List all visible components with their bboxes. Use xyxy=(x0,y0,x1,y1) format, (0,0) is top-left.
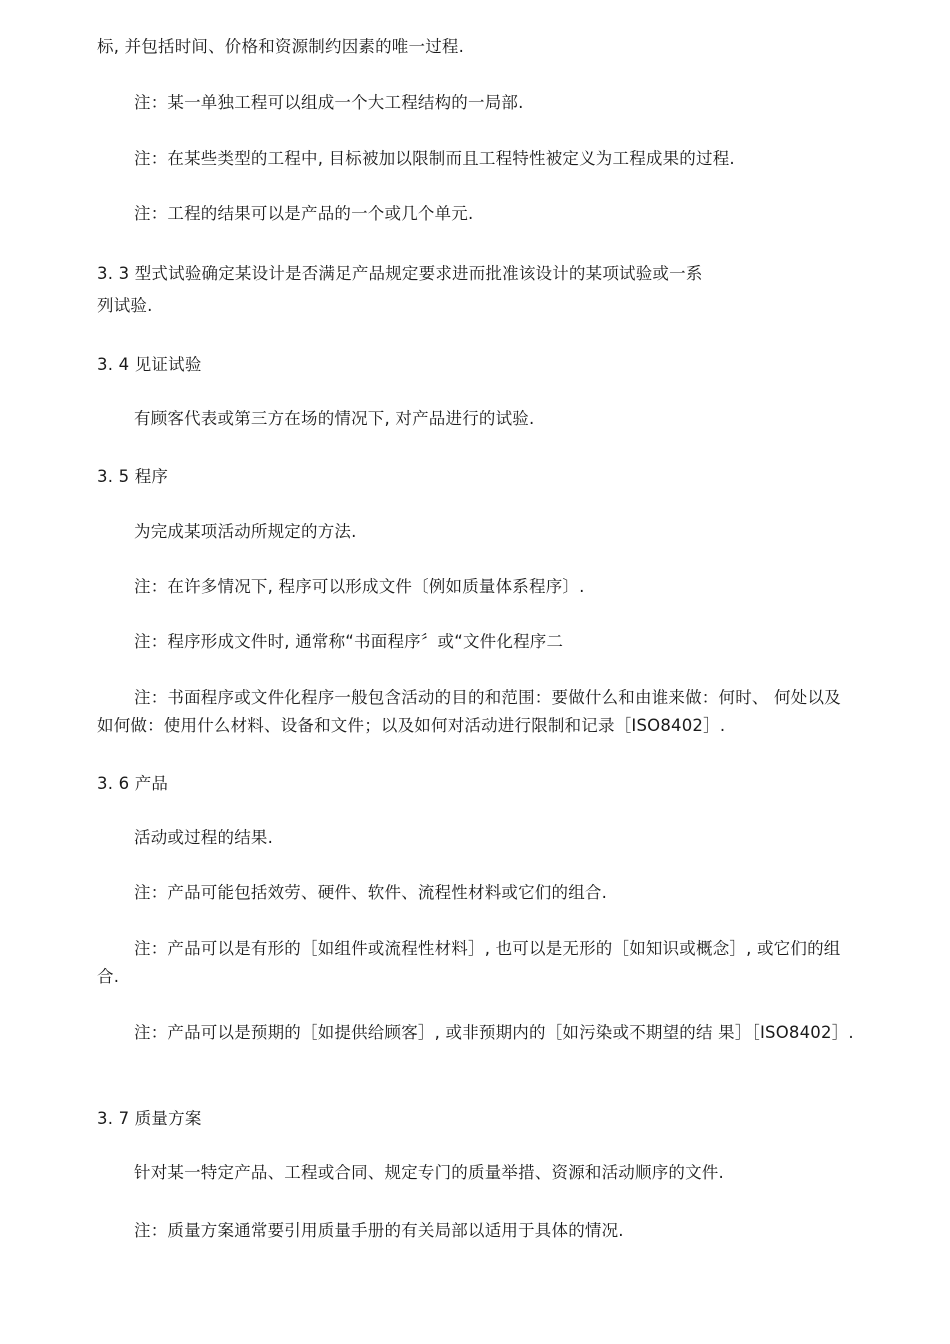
definition-line: 为完成某项活动所规定的方法. xyxy=(134,522,357,541)
section-heading-3-7: 3. 7 质量方案 xyxy=(97,1109,202,1128)
definition-line: 针对某一特定产品、工程或合同、规定专门的质量举措、资源和活动顺序的文件. xyxy=(134,1163,724,1182)
note-line: 注：工程的结果可以是产品的一个或几个单元. xyxy=(134,204,474,223)
note-line: 注：在某些类型的工程中, 目标被加以限制而且工程特性被定义为工程成果的过程. xyxy=(134,149,735,168)
note-line: 注：某一单独工程可以组成一个大工程结构的一局部. xyxy=(134,93,524,112)
definition-line: 活动或过程的结果. xyxy=(134,828,274,847)
text-line: 标, 并包括时间、价格和资源制约因素的唯一过程. xyxy=(97,37,465,56)
note-paragraph: 注：产品可以是有形的［如组件或流程性材料］, 也可以是无形的［如知识或概念］, 或它们的组合. xyxy=(97,939,841,986)
definition-line: 有顾客代表或第三方在场的情况下, 对产品进行的试验. xyxy=(134,409,535,428)
section-heading-3-4: 3. 4 见证试验 xyxy=(97,355,202,374)
section-heading-3-6: 3. 6 产品 xyxy=(97,774,169,793)
note-line: 注：程序形成文件时, 通常称“书面程序〞或“文件化程序二 xyxy=(134,632,564,651)
note-line: 注：产品可能包括效劳、硬件、软件、流程性材料或它们的组合. xyxy=(134,883,608,902)
section-heading-3-5: 3. 5 程序 xyxy=(97,467,169,486)
note-paragraph: 注：书面程序或文件化程序一般包含活动的目的和范围：要做什么和由谁来做：何时、 何处以及如何做：使用什么材料、设备和文件；以及如何对活动进行限制和记录［ISO8402］. xyxy=(97,688,841,735)
note-line: 注：在许多情况下, 程序可以形成文件〔例如质量体系程序〕. xyxy=(134,577,585,596)
note-paragraph: 注：产品可以是预期的［如提供给顾客］, 或非预期内的［如污染或不期望的结 果］［ISO8402］. xyxy=(134,1023,854,1042)
text-line: 列试验. xyxy=(97,296,153,315)
note-line: 注：质量方案通常要引用质量手册的有关局部以适用于具体的情况. xyxy=(134,1221,624,1240)
section-heading-3-3: 3. 3 型式试验确定某设计是否满足产品规定要求进而批准该设计的某项试验或一系 xyxy=(97,264,703,283)
